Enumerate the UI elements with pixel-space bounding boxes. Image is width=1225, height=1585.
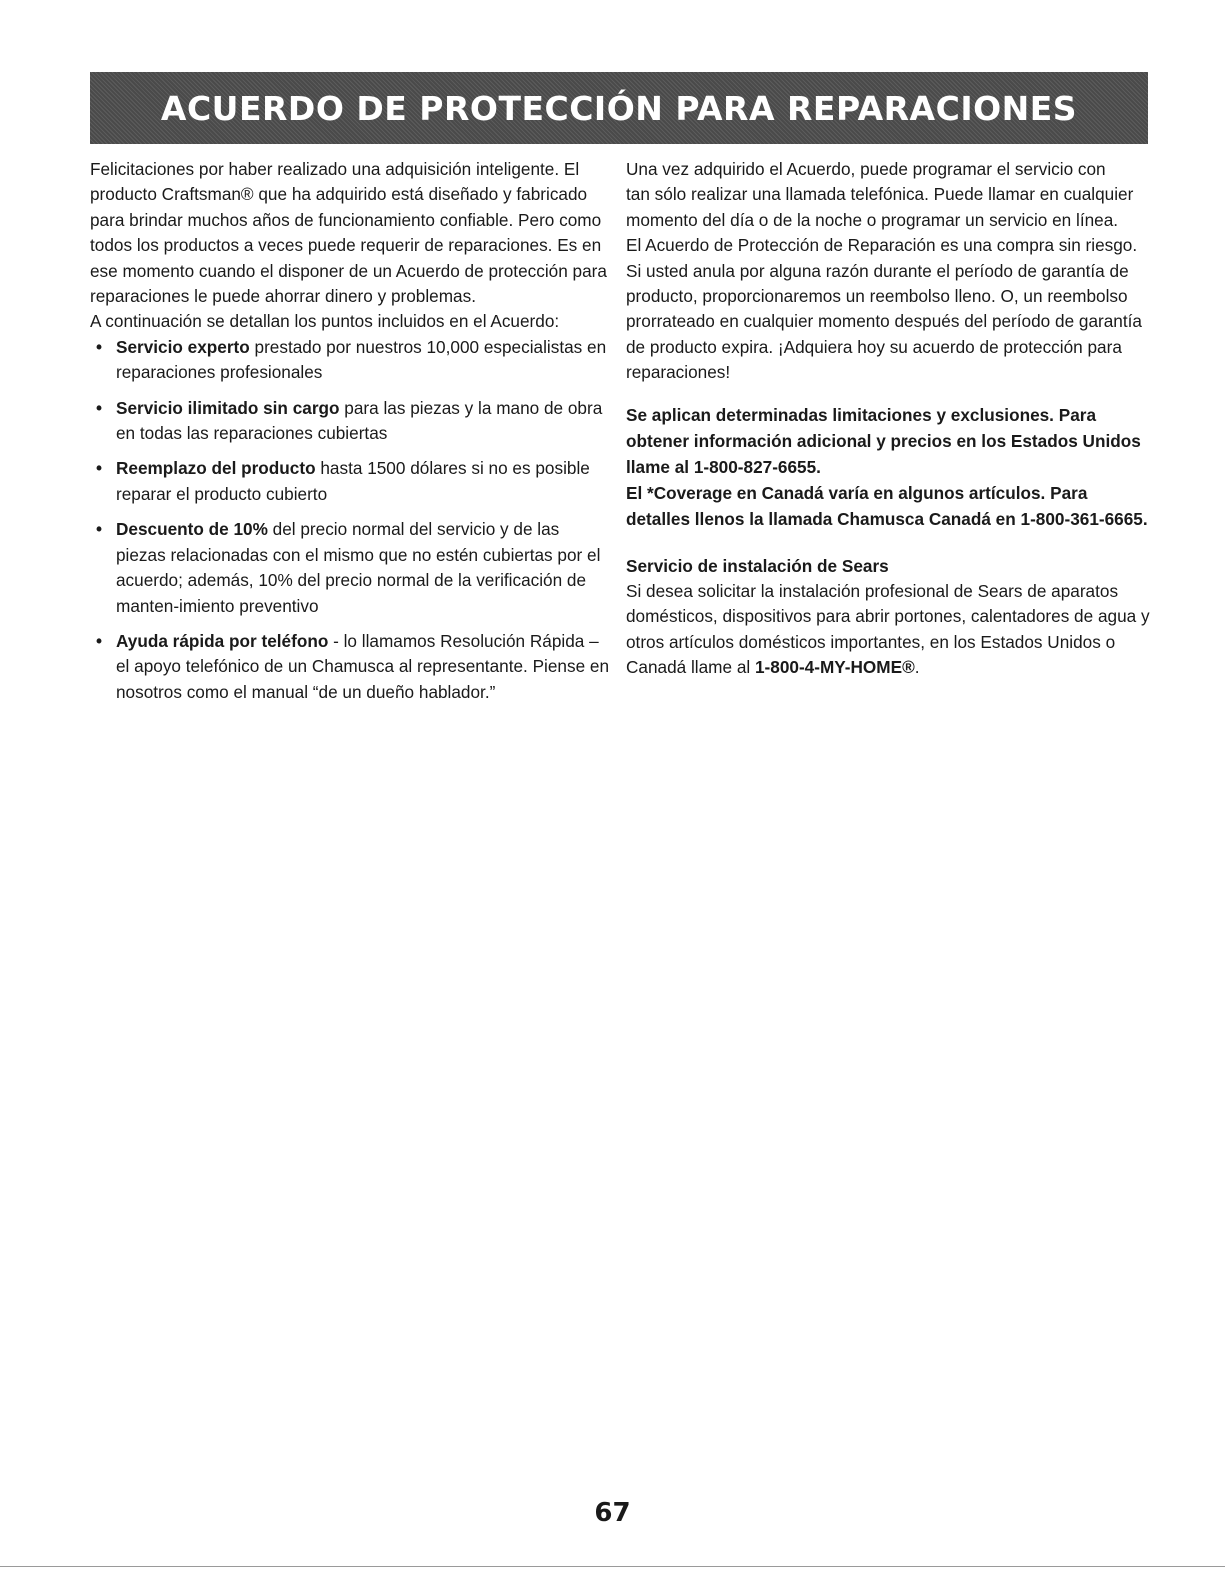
- purchase-paragraph: [626, 157, 1156, 386]
- intro-paragraph: [90, 157, 610, 335]
- canada-coverage-notice: El *Coverage en Canadá varía en algunos artículos. Para detalles llenos la llamada Chamusca Canadá en 1-800-361-6665.: [626, 482, 1148, 529]
- list-item: [90, 456, 610, 507]
- list-item: [90, 629, 610, 705]
- intro-line: para brindar muchos años de funcionamiento confiable. Pero como: [90, 209, 602, 230]
- bullet-bold: Descuento de 10%: [116, 519, 268, 540]
- intro-line: todos los productos a veces puede requerir de reparaciones. Es en: [90, 235, 602, 256]
- purchase-line: Una vez adquirido el Acuerdo, puede programar el servicio con: [626, 159, 1106, 179]
- installation-heading: Servicio de instalación de Sears: [626, 555, 889, 576]
- purchase-line: El Acuerdo de Protección de Reparación es una compra sin riesgo.: [626, 235, 1138, 256]
- intro-line: Felicitaciones por haber realizado una adquisición inteligente. El: [90, 159, 580, 179]
- bullet-text: prestado por nuestros 10,000 especialistas en reparaciones profesionales: [116, 336, 607, 383]
- bullet-text: - lo llamamos Resolución Rápida – el apoyo telefónico de un Chamusca al representante. Piense en nosotros como el manual “de un dueño hablador.”: [116, 630, 610, 702]
- intro-line: reparaciones le puede ahorrar dinero y problemas.: [90, 286, 476, 307]
- purchase-line: producto, proporcionaremos un reembolso lleno. O, un reembolso: [626, 286, 1128, 307]
- bullet-bold: Servicio experto: [116, 336, 250, 357]
- installation-paragraph: Si desea solicitar la instalación profesional de Sears de aparatos domésticos, dispositivos para abrir portones, calentadores de agua y otros artículos domésticos importantes, en los Estados Unidos o Canadá llame al 1-800-4-MY-HOME®.: [626, 581, 1150, 678]
- bullet-text: para las piezas y la mano de obra en todas las reparaciones cubiertas: [116, 397, 603, 444]
- purchase-line: tan sólo realizar una llamada telefónica. Puede llamar en cualquier: [626, 184, 1134, 205]
- bullet-bold: Servicio ilimitado sin cargo: [116, 397, 340, 418]
- intro-line: producto Craftsman® que ha adquirido está diseñado y fabricado: [90, 184, 588, 205]
- intro-line: A continuación se detallan los puntos incluidos en el Acuerdo:: [90, 311, 560, 332]
- bullet-bold: Reemplazo del producto: [116, 458, 316, 479]
- list-item: [90, 396, 610, 447]
- bullet-icon: •: [95, 519, 103, 540]
- bullet-text: del precio normal del servicio y de las piezas relacionadas con el mismo que no estén cubiertas por el acuerdo; además, 10% del precio normal de la verificación de manten-imiento preventivo: [116, 519, 601, 616]
- intro-line: ese momento cuando el disponer de un Acuerdo de protección para: [90, 260, 607, 281]
- title-banner: [90, 72, 1148, 144]
- purchase-line: reparaciones!: [626, 362, 731, 383]
- purchase-line: de producto expira. ¡Adquiera hoy su acuerdo de protección para: [626, 336, 1122, 357]
- bullet-bold: Ayuda rápida por teléfono: [116, 630, 329, 651]
- list-item: [90, 517, 610, 619]
- installation-text: Si desea solicitar la instalación profesional de Sears de aparatos domésticos, dispositivos para abrir portones, calentadores de agua y otros artículos domésticos importantes, en los Estados Unidos o Canadá llame al: [626, 581, 1150, 678]
- bullet-icon: •: [95, 630, 103, 651]
- bullet-icon: •: [95, 397, 103, 418]
- limitations-notice: Se aplican determinadas limitaciones y exclusiones. Para obtener información adicional y precios en los Estados Unidos llame al 1-800-827-6655.: [626, 404, 1141, 477]
- page-number: 67: [594, 1498, 631, 1528]
- list-item: [90, 335, 610, 386]
- installation-phone: 1-800-4-MY-HOME®: [754, 657, 915, 678]
- bottom-divider: [0, 1566, 1225, 1567]
- page-title: ACUERDO DE PROTECCIÓN PARA REPARACIONES: [160, 88, 1078, 128]
- bullet-icon: •: [95, 458, 103, 479]
- bullet-text: hasta 1500 dólares si no es posible reparar el producto cubierto: [116, 458, 590, 504]
- purchase-line: prorrateado en cualquier momento después del período de garantía: [626, 311, 1142, 332]
- left-column: [90, 157, 610, 715]
- purchase-line: momento del día o de la noche o programar un servicio en línea.: [626, 209, 1119, 230]
- coverage-list: [90, 335, 610, 705]
- right-column: [626, 157, 1156, 681]
- bullet-icon: •: [95, 336, 103, 357]
- purchase-line: Si usted anula por alguna razón durante el período de garantía de: [626, 260, 1129, 281]
